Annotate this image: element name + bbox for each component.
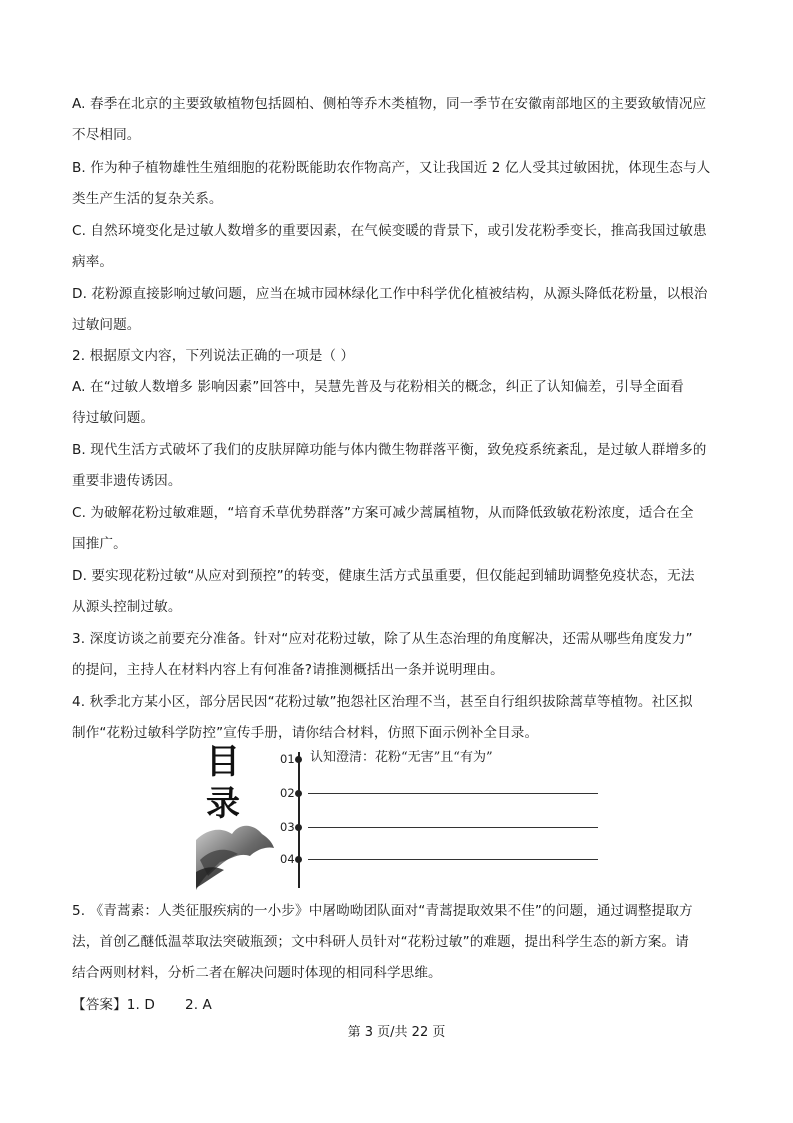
toc-blank-line-2 — [308, 793, 598, 794]
q1-option-b-line1: B. 作为种子植物雄性生殖细胞的花粉既能助农作物高产，又让我国近 2 亿人受其过敏困扰，体现生态与人 — [72, 160, 711, 176]
q2-stem: 2. 根据原文内容，下列说法正确的一项是（ ） — [72, 348, 355, 364]
q1-option-b-line2: 类生产生活的复杂关系。 — [72, 191, 223, 207]
q5-line1: 5. 《青蒿素：人类征服疾病的一小步》中屠呦呦团队面对“青蒿提取效果不佳”的问题，通过调整提取方 — [72, 903, 693, 919]
toc-figure — [196, 742, 606, 890]
q2-option-b-line1: B. 现代生活方式破坏了我们的皮肤屏障功能与体内微生物群落平衡，致免疫系统紊乱，是过敏人群增多的 — [72, 442, 707, 458]
q1-option-d-line2: 过敏问题。 — [72, 317, 141, 333]
toc-title-char-2: 录 — [206, 784, 240, 824]
page-footer: 第 3 页/共 22 页 — [347, 1025, 446, 1040]
q2-option-b-line2: 重要非遗传诱因。 — [72, 473, 182, 489]
q1-option-c-line2: 病率。 — [72, 254, 114, 270]
toc-item-num-2: 02 — [280, 786, 295, 800]
q3-line2: 的提问，主持人在材料内容上有何准备?请推测概括出一条并说明理由。 — [72, 662, 504, 678]
q2-option-c-line2: 国推广。 — [72, 536, 127, 552]
q1-option-a-line1: A. 春季在北京的主要致敏植物包括圆柏、侧柏等乔木类植物，同一季节在安徽南部地区的主要致敏情况应 — [72, 96, 707, 112]
answer-line — [72, 995, 212, 1015]
q2-option-d-line2: 从源头控制过敏。 — [72, 599, 182, 615]
q3-line1: 3. 深度访谈之前要充分准备。针对“应对花粉过敏，除了从生态治理的角度解决，还需从哪些角度发力” — [72, 631, 693, 647]
q1-option-d-line1: D. 花粉源直接影响过敏问题，应当在城市园林绿化工作中科学优化植被结构，从源头降低花粉量，以根治 — [72, 286, 708, 302]
q1-option-a-line2: 不尽相同。 — [72, 127, 141, 143]
q4-line2: 制作“花粉过敏科学防控”宣传手册，请你结合材料，仿照下面示例补全目录。 — [72, 725, 539, 741]
answer-1: 1. D — [126, 997, 155, 1013]
toc-bullet-1 — [295, 756, 302, 763]
q2-option-d-line1: D. 要实现花粉过敏“从应对到预控”的转变，健康生活方式虽重要，但仅能起到辅助调整免疫状态，无法 — [72, 568, 695, 584]
toc-bullet-2 — [295, 790, 302, 797]
toc-item-num-4: 04 — [280, 852, 295, 866]
toc-bullet-3 — [295, 824, 302, 831]
q1-option-c-line1: C. 自然环境变化是过敏人数增多的重要因素，在气候变暖的背景下，或引发花粉季变长，推高我国过敏患 — [72, 223, 707, 239]
q5-line3: 结合两则材料，分析二者在解决问题时体现的相同科学思维。 — [72, 965, 442, 981]
toc-item-text-1: 认知澄清：花粉“无害”且“有为” — [310, 750, 493, 765]
toc-title-char-1: 目 — [206, 742, 240, 782]
toc-item-num-1: 01 — [280, 752, 295, 766]
q2-option-a-line1: A. 在“过敏人数增多 影响因素”回答中，吴慧先普及与花粉相关的概念，纠正了认知偏差，引导全面看 — [72, 379, 684, 395]
answer-2: 2. A — [184, 997, 212, 1013]
toc-bullet-4 — [295, 856, 302, 863]
answer-label: 【答案】 — [72, 997, 127, 1013]
q2-option-c-line1: C. 为破解花粉过敏难题，“培育禾草优势群落”方案可减少蒿属植物，从而降低致敏花粉浓度，适合在全 — [72, 505, 694, 521]
toc-vertical-line — [298, 752, 300, 888]
toc-blank-line-3 — [308, 827, 598, 828]
toc-item-num-3: 03 — [280, 820, 295, 834]
q4-line1: 4. 秋季北方某小区，部分居民因“花粉过敏”抱怨社区治理不当，甚至自行组织拔除蒿草等植物。社区拟 — [72, 694, 693, 710]
q2-option-a-line2: 待过敏问题。 — [72, 410, 155, 426]
q5-line2: 法，首创乙醚低温萃取法突破瓶颈；文中科研人员针对“花粉过敏”的难题，提出科学生态的新方案。请 — [72, 934, 689, 950]
toc-blank-line-4 — [308, 859, 598, 860]
